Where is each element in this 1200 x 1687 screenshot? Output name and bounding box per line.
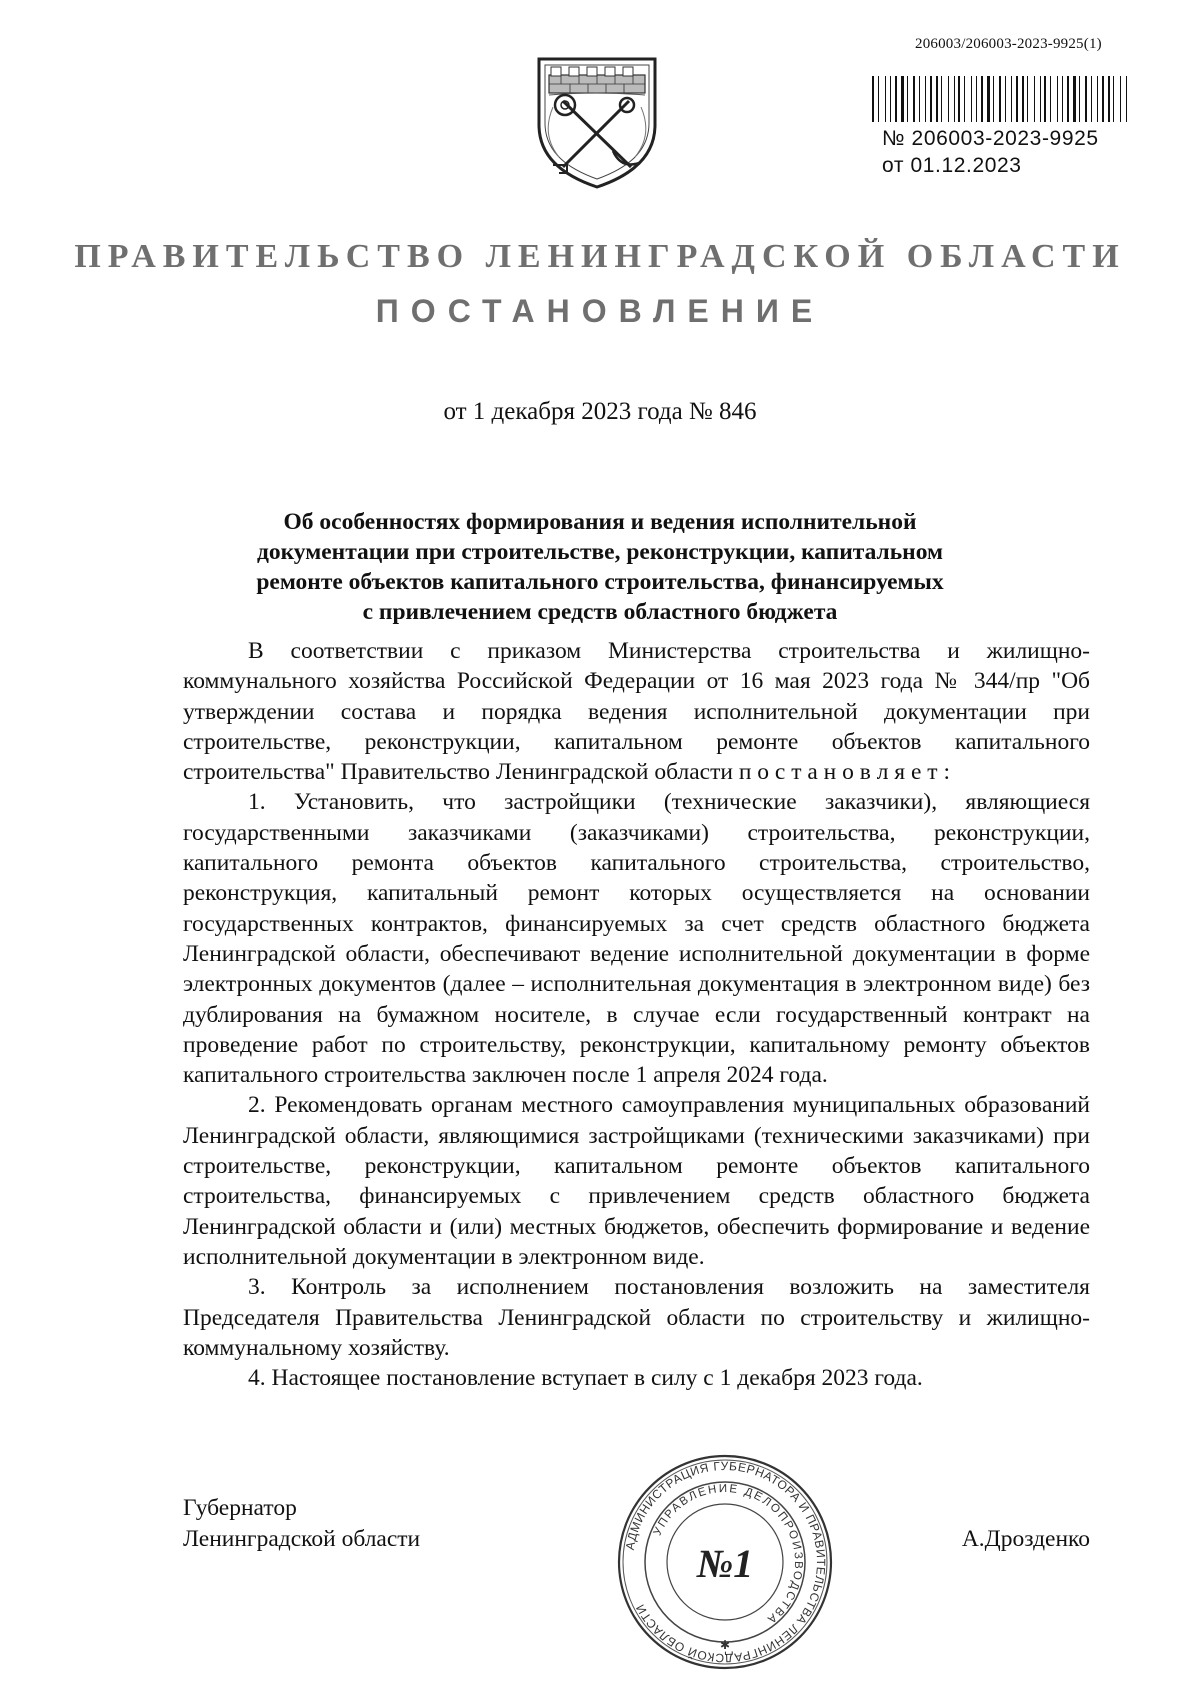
barcode-bar (901, 76, 904, 122)
preamble-paragraph (183, 636, 1090, 787)
barcode-bar (1027, 76, 1028, 122)
barcode-bar (930, 76, 932, 122)
barcode-bar (999, 76, 1001, 122)
subject-line: Об особенностях формирования и ведения исполнительной (283, 509, 917, 535)
barcode-bar (1097, 76, 1098, 122)
decree-date-number: от 1 декабря 2023 года № 846 (443, 398, 757, 425)
barcode-bar (1079, 76, 1080, 122)
barcode-bar (1011, 76, 1012, 122)
decree-item-4: 4. Настоящее постановление вступает в силу с 1 декабря 2023 года. (248, 1365, 923, 1392)
barcode-bar (993, 76, 994, 122)
stamp-center-number: №1 (696, 1541, 754, 1586)
barcode-bar (1126, 76, 1127, 122)
registration-date: от 01.12.2023 (882, 154, 1022, 177)
signer-position-line: Губернатор (183, 1495, 297, 1521)
barcode-bar (885, 76, 886, 122)
stamp-star-icon: ✱ (719, 1638, 731, 1652)
barcode-bar (954, 76, 955, 122)
coat-of-arms-emblem (535, 55, 659, 189)
document-reference: 206003/206003-2023-9925(1) (915, 36, 1102, 52)
barcode-bar (1005, 76, 1006, 122)
barcode-bar (1085, 76, 1087, 122)
stamp-inner-text: УПРАВЛЕНИЕ ДЕЛОПРОИЗВОДСТВА (651, 1482, 805, 1627)
barcode-bar (1120, 76, 1121, 122)
barcode-bar (987, 76, 990, 122)
barcode-bar (1108, 76, 1110, 122)
barcode-bar (1044, 76, 1046, 122)
barcode-bar (976, 76, 977, 122)
barcode-bar (1062, 76, 1063, 122)
barcode-bar (890, 76, 891, 122)
barcode-bar (925, 76, 926, 122)
barcode-bar (1022, 76, 1024, 122)
decree-item-3: 3. Контроль за исполнением постановления возложить на заместителя Председателя Правительства Ленинградской области по строительству и жилищно-коммунальному хозяйству. (183, 1274, 1090, 1361)
barcode-bar (936, 76, 938, 122)
stamp-outer-text: АДМИНИСТРАЦИЯ ГУБЕРНАТОРА И ПРАВИТЕЛЬСТВА ЛЕНИНГРАДСКОЙ ОБЛАСТИ (622, 1458, 829, 1666)
barcode-bar (1034, 76, 1035, 122)
registration-number: № 206003-2023-9925 (882, 127, 1099, 150)
barcode-bar (878, 76, 879, 122)
barcode-bar (941, 76, 942, 122)
official-seal-stamp (616, 1453, 834, 1671)
barcode-bar (1102, 76, 1104, 122)
subject-line: документации при строительстве, реконструкции, капитальном (256, 539, 944, 565)
government-name: ПРАВИТЕЛЬСТВО ЛЕНИНГРАДСКОЙ ОБЛАСТИ (74, 238, 1126, 275)
subject-line: с привлечением средств областного бюджета (362, 599, 838, 625)
barcode-bar (907, 76, 908, 122)
barcode-bar (1016, 76, 1018, 122)
preamble-text: В соответствии с приказом Министерства строительства и жилищно-коммунального хозяйства Российской Федерации от 16 мая 2023 года № 344/пр "Об утверждении состава и порядка ведения исполнительной документации при строительстве, реконструкции, капитальном ремонте объектов капитального строительства" Правительство Ленинградской области (183, 638, 1090, 786)
barcode-bar (872, 76, 874, 122)
barcode-bar (1067, 76, 1069, 122)
decree-item-1: 1. Установить, что застройщики (технические заказчики), являющиеся государственными заказчиками (заказчиками) строительства, реконструкции, капитального ремонта объектов капитального строительства, строительство, реконструкция, капитальный ремонт которых осуществляется на основании государственных контрактов, финансируемых за счет средств областного бюджета Ленинградской области, обеспечивают ведение исполнительной документации в форме электронных документов (далее – исполнительная документация в электронном виде) без дублирования на бумажном носителе, в случае если государственный контракт на проведение работ по строительству, реконструкции, капитальному ремонту объектов капитального строительства заключен после 1 апреля 2024 года. (183, 789, 1090, 1089)
signer-name: А.Дрозденко (961, 1526, 1090, 1552)
subject-line: ремонте объектов капитального строительства, финансируемых (256, 569, 944, 595)
barcode-bar (895, 76, 897, 122)
barcode-bar (958, 76, 960, 122)
barcode-bar (1073, 76, 1076, 122)
signer-position (183, 1493, 420, 1555)
barcode-bar (1057, 76, 1058, 122)
barcode-image (870, 76, 1132, 122)
barcode-bar (1091, 76, 1092, 122)
barcode-bar (919, 76, 920, 122)
barcode-bar (981, 76, 983, 122)
decree-subject-title (200, 507, 1000, 627)
decree-body (183, 636, 1090, 1393)
document-type-heading: ПОСТАНОВЛЕНИЕ (375, 293, 825, 329)
barcode-bar (971, 76, 972, 122)
decree-item-2: 2. Рекомендовать органам местного самоуправления муниципальных образований Ленинградской области, являющимися застройщиками (техническими заказчиками) при строительстве, реконструкции, капитальном ремонте объектов капитального строительства, финансируемых с привлечением средств областного бюджета Ленинградской области и (или) местных бюджетов, обеспечить формирование и ведение исполнительной документации в электронном виде. (183, 1092, 1090, 1270)
barcode-bar (913, 76, 915, 122)
barcode-bar (1113, 76, 1114, 122)
signer-position-line: Ленинградской области (183, 1526, 421, 1552)
barcode-bar (948, 76, 949, 122)
barcode-bar (1050, 76, 1051, 122)
preamble-verb: п о с т а н о в л я е т : (738, 759, 950, 786)
barcode-bar (964, 76, 965, 122)
barcode-bar (1040, 76, 1041, 122)
